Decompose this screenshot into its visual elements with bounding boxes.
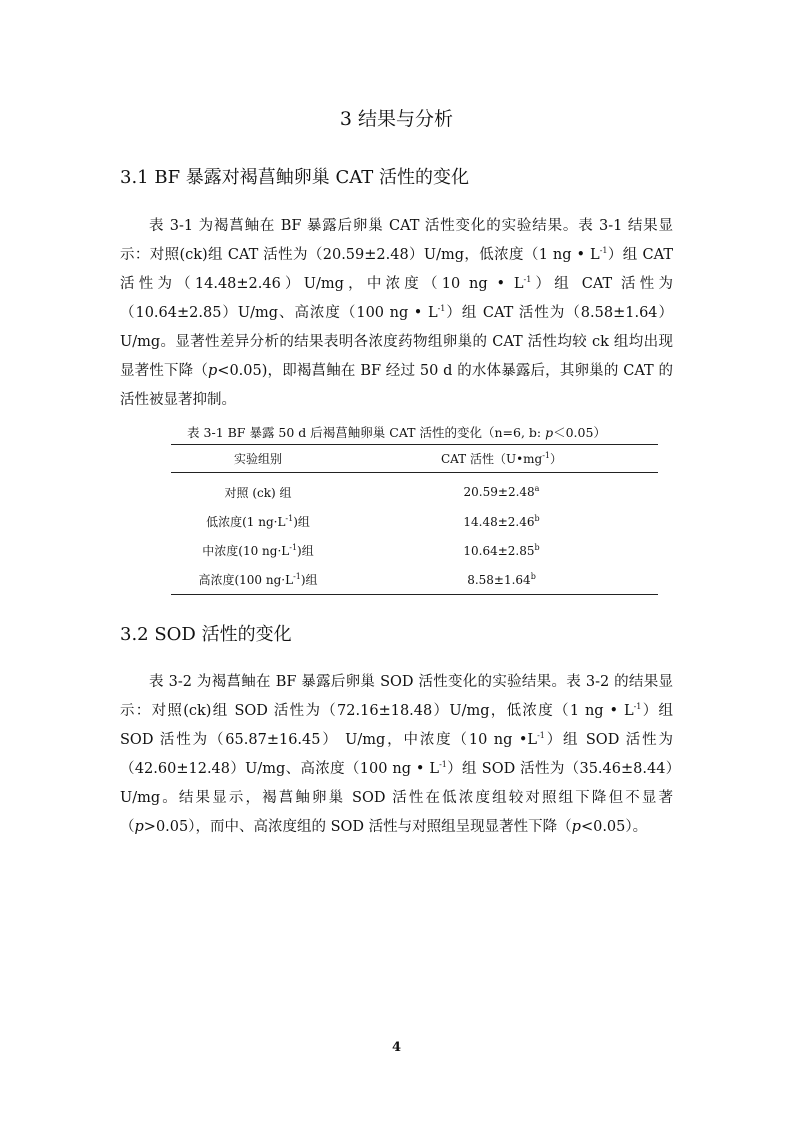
value-cell: 20.59±2.48$^a$ [463, 484, 540, 499]
page-number: 4 [391, 1040, 402, 1055]
table-row [171, 536, 658, 565]
value-cell: 10.64±2.85$^b$ [463, 542, 540, 558]
table-row [171, 473, 658, 508]
value-cell: 8.58±1.64$^b$ [345, 565, 658, 595]
section-title-3-2: 3.2 SOD 活性的变化 [120, 624, 292, 645]
paragraph-sod-results: 表 3-2 为褐菖鲉在 BF 暴露后卵巢 SOD 活性变化的实验结果。表 3-2 的结果显示：对照(ck)组 SOD 活性为（72.16±18.48）U/mg，低浓度（1 ng • $L^{-1}$）组 SOD 活性为（65.87±16.45） U/mg，中浓度（10 ng $•L^{-1}$）组 SOD 活性为（42.60±12.48）U/mg、高浓度（100 ng • $L^{-1}$）组 SOD 活性为（35.46±8.44）U/mg。结果显示，褐菖鲉卵巢 SOD 活性在低浓度组较对照组下降但不显著（p>0.05），而中、高浓度组的 SOD 活性与对照组呈现显著性下降（p<0.05）。 [120, 674, 674, 835]
section-title-3-1: 3.1 BF 暴露对褐菖鲉卵巢 CAT 活性的变化 [120, 167, 470, 188]
column-header-group: 实验组别 [171, 445, 345, 473]
group-cell: 对照 (ck) 组 [224, 485, 292, 500]
group-cell: 高浓度(100 $ng\cdot L^{-1}$)组 [171, 565, 345, 595]
table-header-row [171, 445, 658, 473]
value-cell: 14.48±2.46$^b$ [463, 513, 540, 529]
cat-activity-table [171, 444, 658, 595]
group-cell: 中浓度(10 $ng\cdot L^{-1}$)组 [202, 543, 314, 558]
table-row [171, 565, 658, 595]
table-caption: 表 3-1 BF 暴露 50 d 后褐菖鲉卵巢 CAT 活性的变化（n=6, b: p＜0.05） [187, 425, 606, 440]
column-header-cat-activity: CAT 活性$(U•mg^{-1})$ [345, 445, 658, 473]
group-cell: 低浓度(1 $ng\cdot L^{-1}$)组 [206, 514, 310, 529]
table-row [171, 507, 658, 536]
paragraph-cat-results: 表 3-1 为褐菖鲉在 BF 暴露后卵巢 CAT 活性变化的实验结果。表 3-1 结果显示：对照(ck)组 CAT 活性为（20.59±2.48）U/mg，低浓度（1 ng • $L^{-1}$）组 CAT 活性为（14.48±2.46）U/mg，中浓度（10 ng • $L^{-1}$）组 CAT 活性为（10.64±2.85）U/mg、高浓度（100 ng • $L^{-1}$）组 CAT 活性为（8.58±1.64） U/mg。显著性差异分析的结果表明各浓度药物组卵巢的 CAT 活性均较 ck 组均出现显著性下降（p<0.05)，即褐菖鲉在 BF 经过 50 d 的水体暴露后，其卵巢的 CAT 的活性被显著抑制。 [120, 218, 674, 408]
chapter-title: 3 结果与分析 [339, 108, 454, 130]
